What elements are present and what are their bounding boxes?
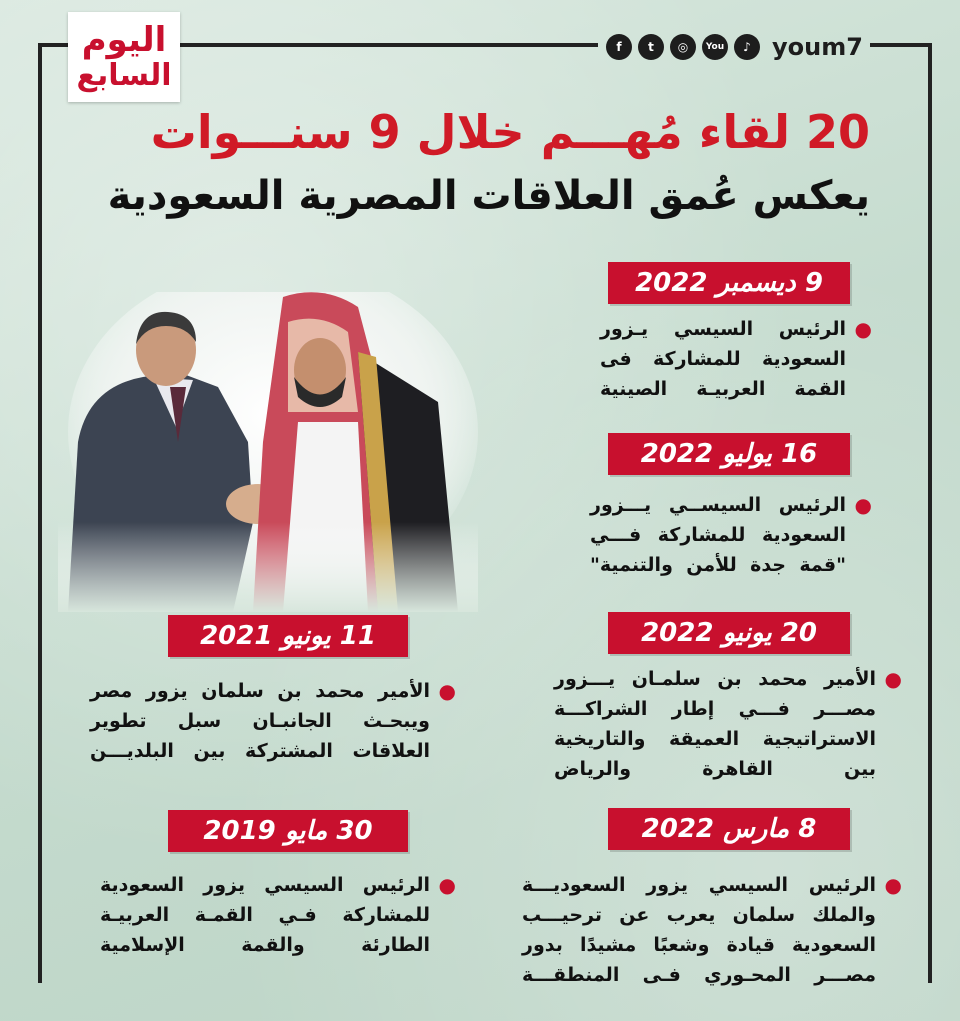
youtube-icon[interactable]: You xyxy=(702,34,728,60)
instagram-icon[interactable]: ◎ xyxy=(670,34,696,60)
date-badge: 20 يونيو 2022 xyxy=(608,612,850,654)
main-title: 20 لقاء مُهـــم خلال 9 سنـــوات xyxy=(150,105,870,159)
timeline-entry xyxy=(590,490,872,580)
entry-text: الرئيس السيسي يزور السعودية للمشاركة فـي القمـة العربيـة الطارئة والقمة الإسلامية xyxy=(100,874,430,956)
date-badge: 16 يوليو 2022 xyxy=(608,433,850,475)
entry-text: الرئيس السيسي يزور السعوديـــة والملك سلمان يعرب عن ترحيـــب السعودية قيادة وشعبًا مشيدًا بدور مصـــر المحـوري فـى المنطقـــة xyxy=(522,874,876,986)
date-badge: 9 ديسمبر 2022 xyxy=(608,262,850,304)
frame-border-top-right xyxy=(870,43,932,47)
entry-text: الرئيس السيســي يـــزور السعودية للمشاركة فـــي "قمة جدة للأمن والتنمية" xyxy=(590,494,846,576)
entry-text: الأمير محمد بن سلمـان يـــزور مصـــر فـــي إطار الشراكـــة الاستراتيجية العميقة والتاريخية بين القاهرة والرياض xyxy=(554,668,876,780)
frame-border-right xyxy=(928,43,932,983)
youm7-logo[interactable] xyxy=(68,12,180,102)
bullet-icon: ● xyxy=(438,679,456,703)
bullet-icon: ● xyxy=(884,873,902,897)
timeline-entry xyxy=(90,676,456,766)
twitter-icon[interactable]: t xyxy=(638,34,664,60)
bullet-icon: ● xyxy=(854,493,872,517)
bullet-icon: ● xyxy=(854,317,872,341)
tiktok-icon[interactable]: ♪ xyxy=(734,34,760,60)
bullet-icon: ● xyxy=(884,667,902,691)
entry-text: الأمير محمد بن سلمان يزور مصر ويبحـث الجانبـان سبل تطوير العلاقات المشتركة بين البلديـــن xyxy=(90,680,430,762)
timeline-entry xyxy=(554,664,902,784)
date-badge: 11 يونيو 2021 xyxy=(168,615,408,657)
sub-title: يعكس عُمق العلاقات المصرية السعودية xyxy=(107,173,870,219)
date-badge: 8 مارس 2022 xyxy=(608,808,850,850)
brand-name[interactable]: youm7 xyxy=(772,33,863,61)
social-bar xyxy=(606,32,863,62)
bullet-icon: ● xyxy=(438,873,456,897)
timeline-entry xyxy=(100,870,456,960)
entry-text: الرئيس السيسي يـزور السعودية للمشاركة فى القمة العربيـة الصينية xyxy=(600,318,846,400)
facebook-icon[interactable]: f xyxy=(606,34,632,60)
frame-border-left xyxy=(38,43,42,983)
timeline-entry xyxy=(600,314,872,404)
date-badge: 30 مايو 2019 xyxy=(168,810,408,852)
leaders-photo xyxy=(58,292,478,612)
timeline-entry xyxy=(522,870,902,990)
logo-line-1: اليوم xyxy=(81,20,167,60)
logo-line-2: السابع xyxy=(76,58,172,93)
